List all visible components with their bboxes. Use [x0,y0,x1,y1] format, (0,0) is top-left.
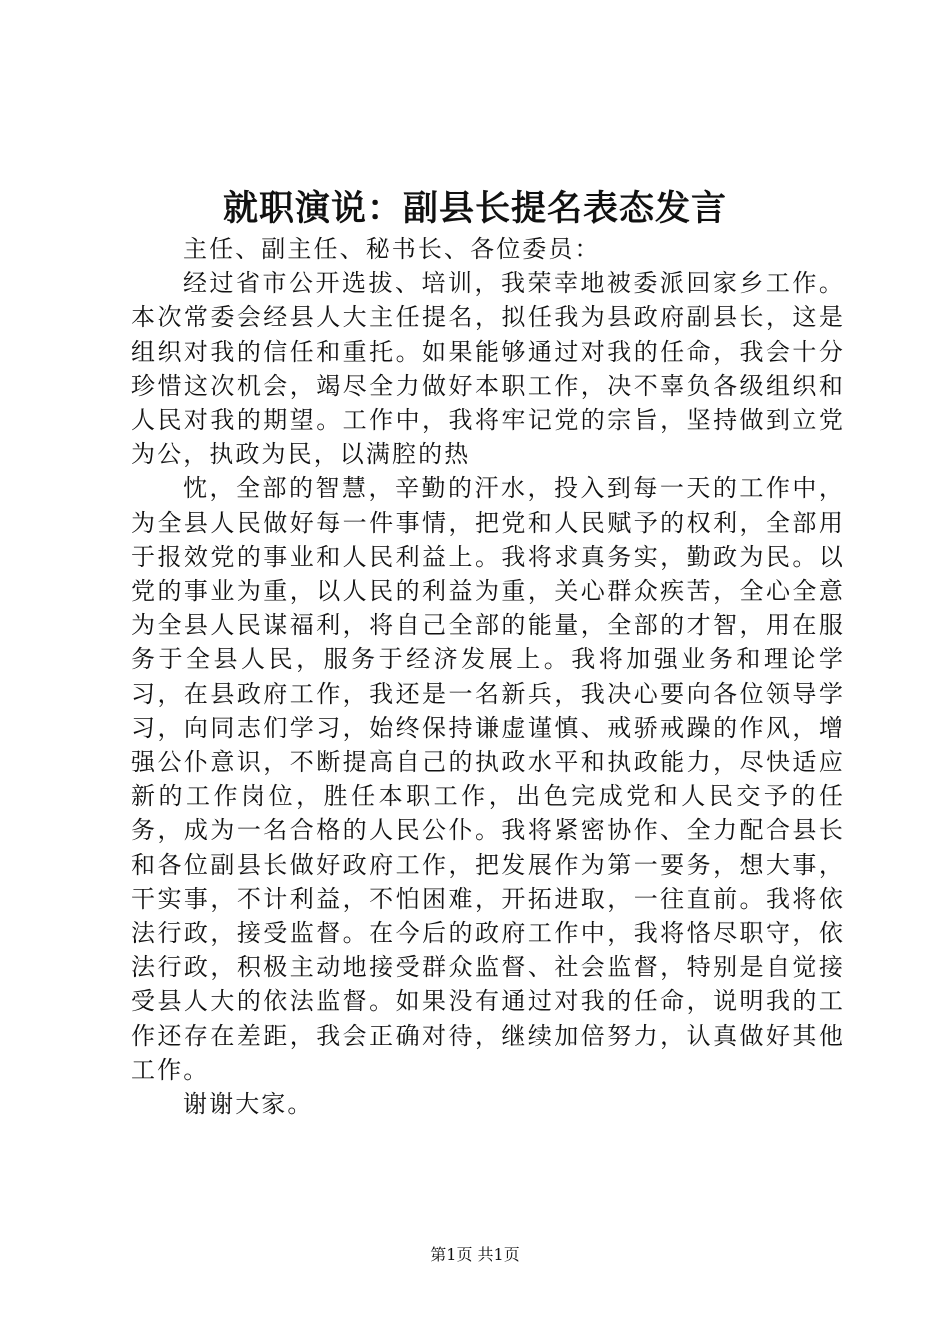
body-paragraph-2: 忱，全部的智慧，辛勤的汗水，投入到每一天的工作中，为全县人民做好每一件事情，把党和人民赋予的权利，全部用于报效党的事业和人民利益上。我将求真务实，勤政为民。以党的事业为重，以人民的利益为重，关心群众疾苦，全心全意为全县人民谋福利，将自己全部的能量，全部的才智，用在服务于全县人民，服务于经济发展上。我将加强业务和理论学习，在县政府工作，我还是一名新兵，我决心要向各位领导学习，向同志们学习，始终保持谦虚谨慎、戒骄戒躁的作风，增强公仆意识，不断提高自己的执政水平和执政能力，尽快适应新的工作岗位，胜任本职工作，出色完成党和人民交予的任务，成为一名合格的人民公仆。我将紧密协作、全力配合县长和各位副县长做好政府工作，把发展作为第一要务，想大事，干实事，不计利益，不怕困难，开拓进取，一往直前。我将依法行政，接受监督。在今后的政府工作中，我将恪尽职守，依法行政，积极主动地接受群众监督、社会监督，特别是自觉接受县人大的依法监督。如果没有通过对我的任命，说明我的工作还存在差距，我会正确对待，继续加倍努力，认真做好其他工作。 [131,474,845,1084]
page-footer: 第1页 共1页 [430,1245,520,1264]
document-body [131,232,845,1121]
closing-paragraph: 谢谢大家。 [183,1090,314,1119]
body-paragraph-1: 经过省市公开选拔、培训，我荣幸地被委派回家乡工作。本次常委会经县人大主任提名，拟任我为县政府副县长，这是组织对我的信任和重托。如果能够通过对我的任命，我会十分珍惜这次机会，竭尽全力做好本职工作，决不辜负各级组织和人民对我的期望。工作中，我将牢记党的宗旨，坚持做到立党为公，执政为民，以满腔的热 [131,269,845,469]
document-title: 就职演说：副县长提名表态发言 [222,188,727,229]
salutation-paragraph: 主任、副主任、秘书长、各位委员： [183,235,601,263]
